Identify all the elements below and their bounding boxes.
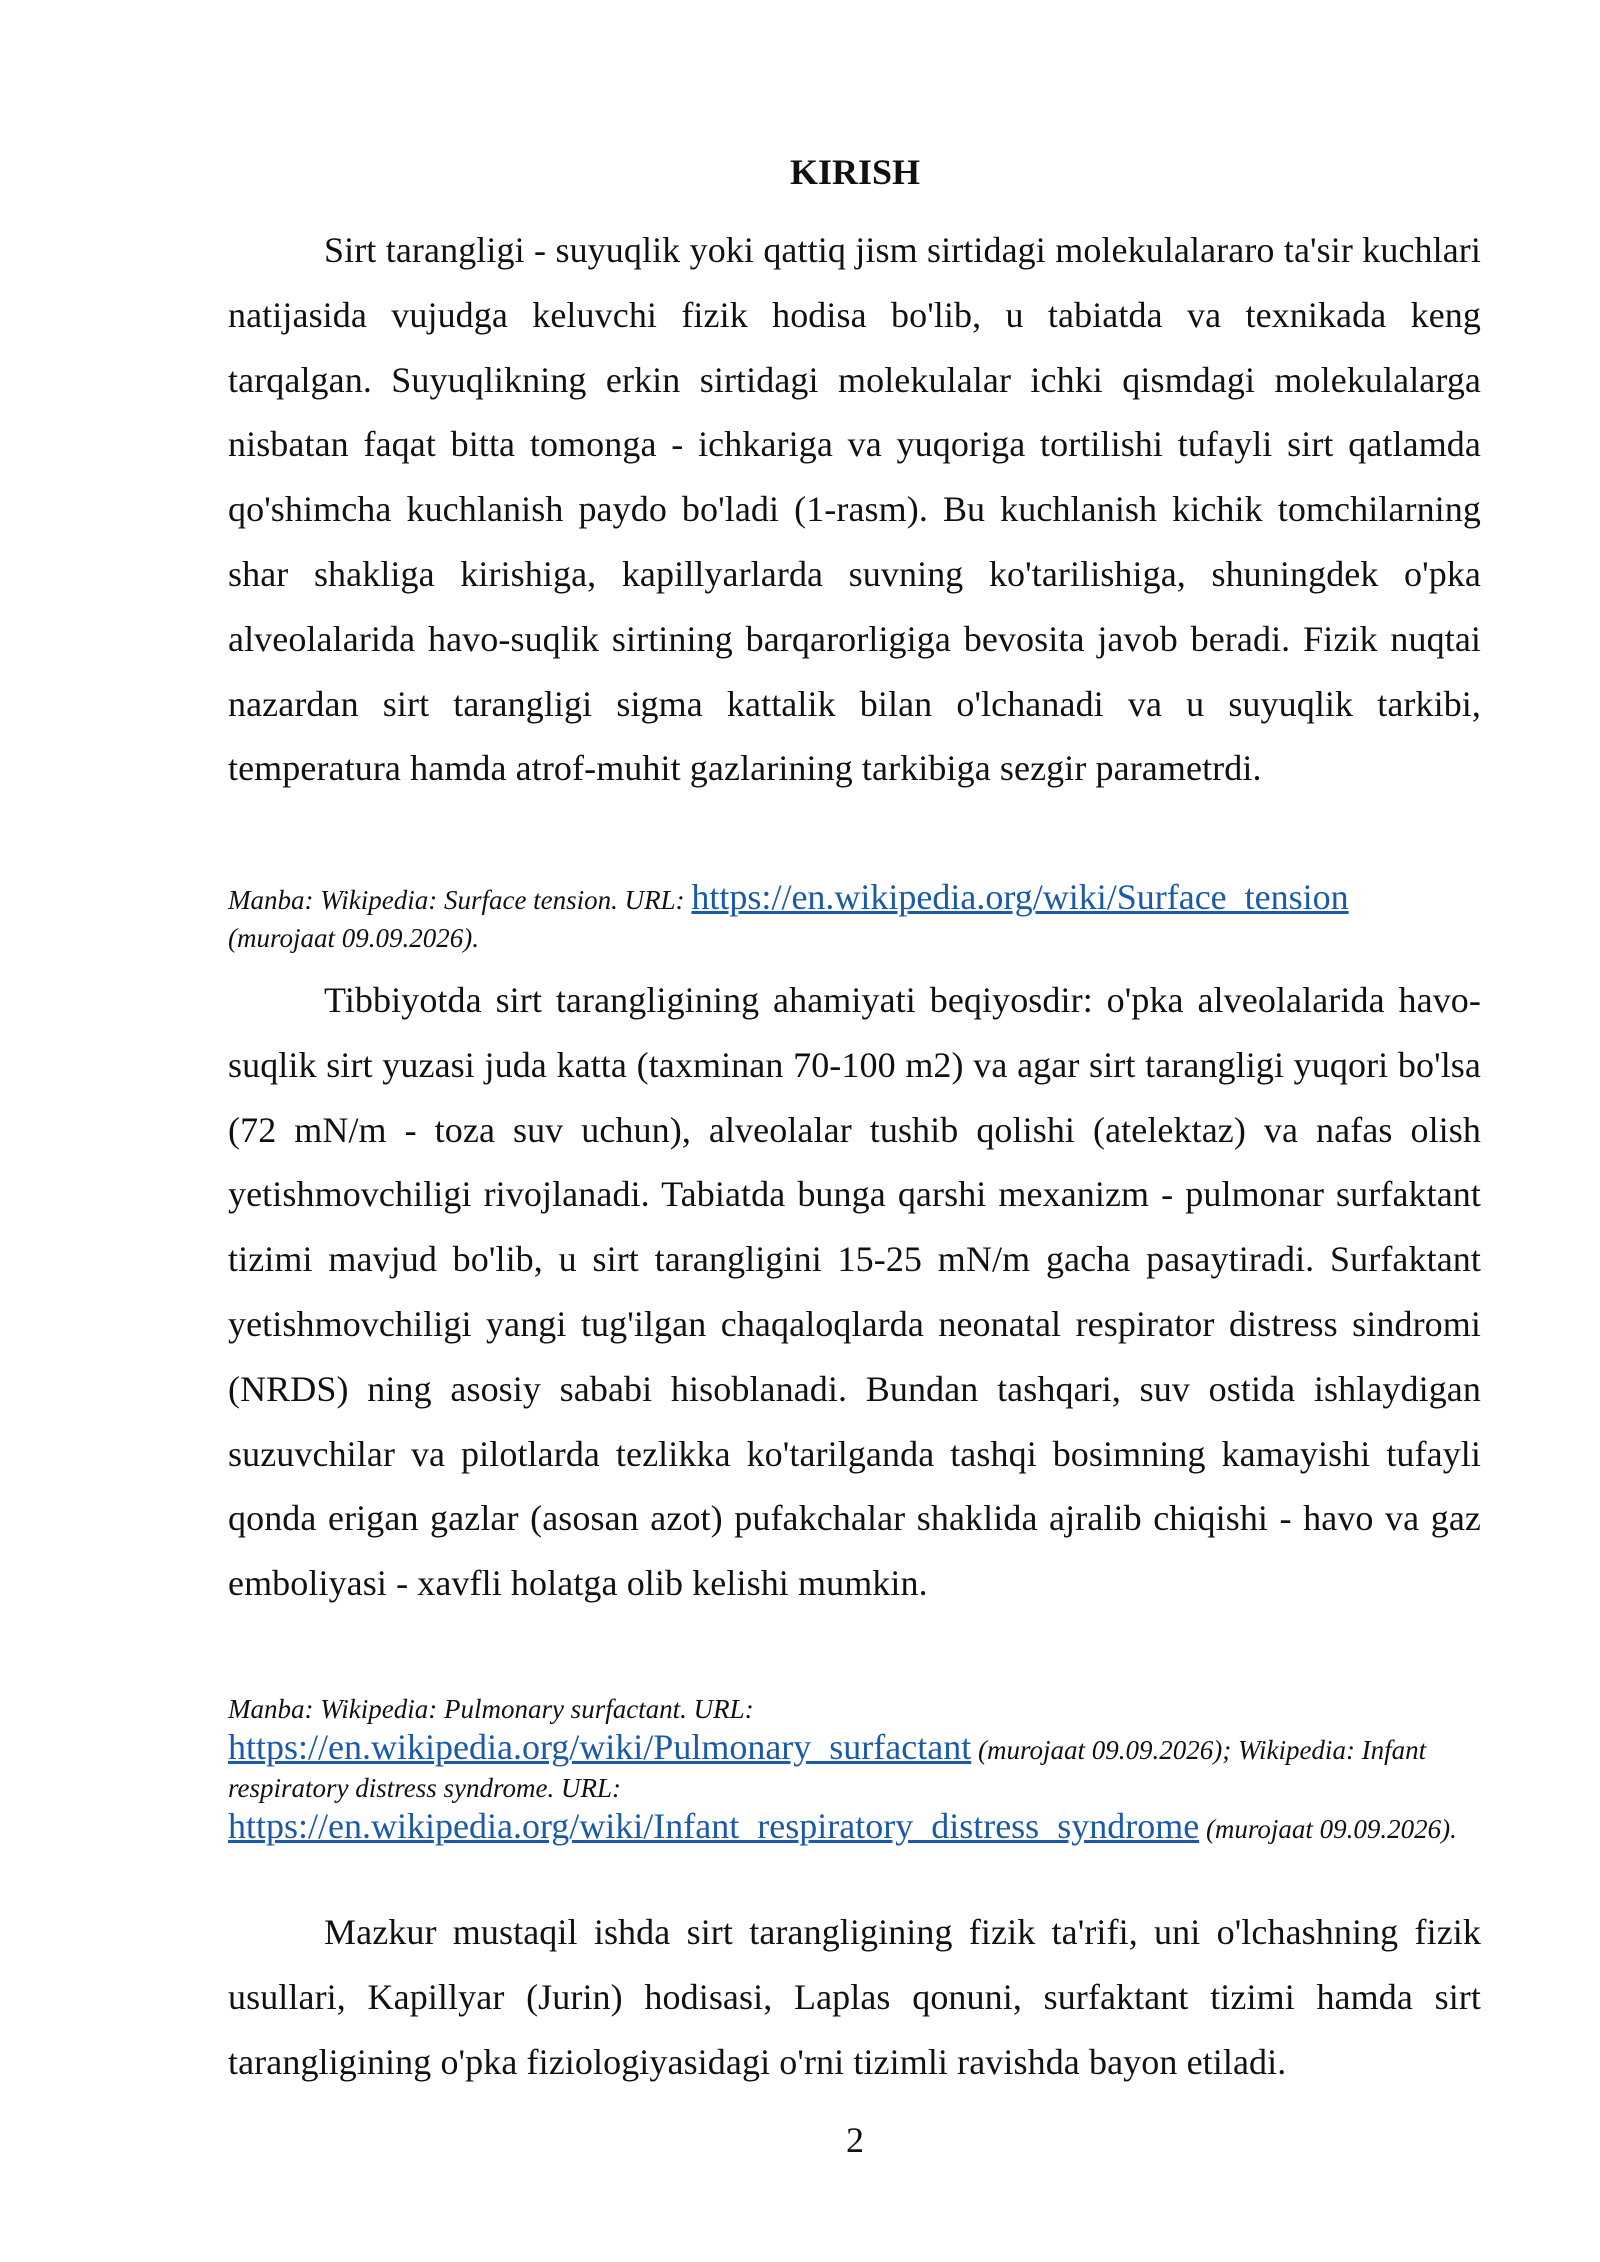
link-surface-tension[interactable]: https://en.wikipedia.org/wiki/Surface_tension <box>691 877 1349 917</box>
link-pulmonary-surfactant[interactable]: https://en.wikipedia.org/wiki/Pulmonary_surfactant <box>228 1727 972 1767</box>
source-note-surface-tension <box>228 878 1488 957</box>
page-number: 2 <box>846 2120 864 2160</box>
link-infant-respiratory-distress[interactable]: https://en.wikipedia.org/wiki/Infant_respiratory_distress_syndrome <box>228 1806 1200 1846</box>
source-note-suffix: (murojaat 09.09.2026). <box>1199 1814 1457 1844</box>
source-note-surfactant <box>228 1690 1488 1848</box>
paragraph-scope: Mazkur mustaqil ishda sirt tarangligining fizik ta'rifi, uni o'lchashning fizik usullari, Kapillyar (Jurin) hodisasi, Laplas qonuni, surfaktant tizimi hamda sirt tarangligining o'pka fiziologiyasidagi o'rni tizimli ravishda bayon etiladi. <box>228 1912 1481 2082</box>
paragraph-medical-importance: Tibbiyotda sirt tarangligining ahamiyati beqiyosdir: o'pka alveolalarida havo-suqlik sirt yuzasi juda katta (taxminan 70-100 m2) va agar sirt tarangligi yuqori bo'lsa (72 mN/m - toza suv uchun), alveolalar tushib qolishi (atelektaz) va nafas olish yetishmovchiligi rivojlanadi. Tabiatda bunga qarshi mexanizm - pulmonar surfaktant tizimi mavjud bo'lib, u sirt tarangligini 15-25 mN/m gacha pasaytiradi. Surfaktant yetishmovchiligi yangi tug'ilgan chaqaloqlarda neonatal respirator distress sindromi (NRDS) ning asosiy sababi hisoblanadi. Bundan tashqari, suv ostida ishlaydigan suzuvchilar va pilotlarda tezlikka ko'tarilganda tashqi bosimning kamayishi tufayli qonda erigan gazlar (asosan azot) pufakchalar shaklida ajralib chiqishi - havo va gaz emboliyasi - xavfli holatga olib kelishi mumkin. <box>228 980 1481 1604</box>
source-note-prefix: Manba: Wikipedia: Pulmonary surfactant. URL: <box>228 1694 754 1724</box>
paragraph-intro: Sirt tarangligi - suyuqlik yoki qattiq jism sirtidagi molekulalararo ta'sir kuchlari natijasida vujudga keluvchi fizik hodisa bo'lib, u tabiatda va texnikada keng tarqalgan. Suyuqlikning erkin sirtidagi molekulalar ichki qismdagi molekulalarga nisbatan faqat bitta tomonga - ichkariga va yuqoriga tortilishi tufayli sirt qatlamda qo'shimcha kuchlanish paydo bo'ladi (1-rasm). Bu kuchlanish kichik tomchilarning shar shakliga kirishiga, kapillyarlarda suvning ko'tarilishiga, shuningdek o'pka alveolalarida havo-suqlik sirtining barqarorligiga bevosita javob beradi. Fizik nuqtai nazardan sirt tarangligi sigma kattalik bilan o'lchanadi va u suyuqlik tarkibi, temperatura hamda atrof-muhit gazlarining tarkibiga sezgir parametrdi. <box>228 230 1481 789</box>
source-note-prefix: Manba: Wikipedia: Surface tension. URL: <box>228 885 692 915</box>
section-heading: KIRISH <box>789 152 921 192</box>
source-note-suffix: (murojaat 09.09.2026). <box>228 923 479 953</box>
source-note-middle: (murojaat 09.09.2026); Wikipedia: Infant respiratory distress syndrome. URL: <box>228 1735 1427 1803</box>
